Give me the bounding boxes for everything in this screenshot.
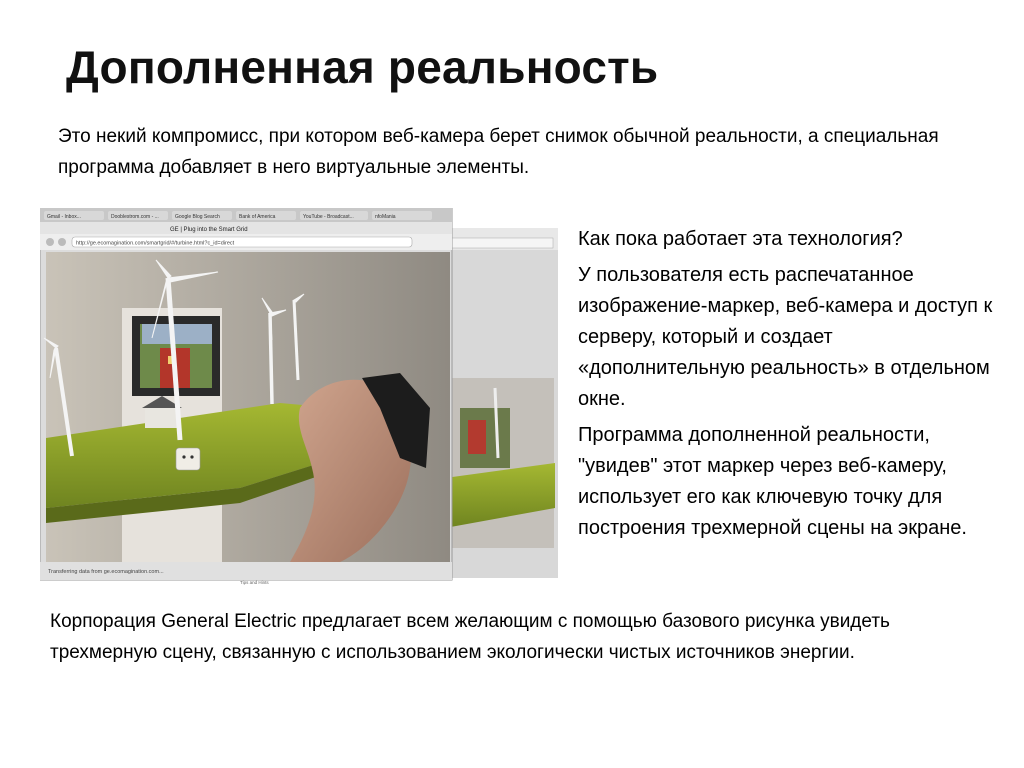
active-tab-label: GE | Plug into the Smart Grid — [170, 227, 248, 233]
url-text: http://ge.ecomagination.com/smartgrid/#/turbine.html?c_id=direct — [76, 240, 235, 247]
intro-text: Это некий компромисс, при котором веб-камера берет снимок обычной реальности, а специальная программа добавляет в него виртуальные элементы. — [58, 126, 939, 178]
ge-description: Корпорация General Electric предлагает всем желающим с помощью базового рисунка увидеть трехмерную сцену, связанную с использованием экологически чистых источников энергии. — [50, 611, 890, 663]
program-description: Программа дополненной реальности, "увидев" этот маркер через веб-камеру, использует его как ключевую точку для построения трехмерной сцены на экране. — [578, 424, 967, 539]
technology-question: Как пока работает эта технология? — [578, 228, 903, 250]
caption-text: Tips and Hints — [240, 580, 269, 585]
tab-label: YouTube - Broadcast... — [303, 214, 354, 220]
right-column — [578, 224, 998, 549]
tab-label: nfoMania — [375, 214, 396, 220]
tab-label: Dooblestrom.com - ... — [111, 214, 159, 220]
back-icon — [46, 238, 54, 246]
tab-label: Gmail - Inbox... — [47, 214, 81, 220]
status-text: Transferring data from ge.ecomagination.com... — [48, 569, 164, 575]
technology-description: У пользователя есть распечатанное изображение-маркер, веб-камера и доступ к серверу, который и создает «дополнительную реальность» в отдельном окне. — [578, 264, 993, 410]
slide-title: Дополненная реальность — [66, 41, 659, 93]
ar-demo-illustration — [40, 208, 560, 586]
tab-label: Google Blog Search — [175, 214, 220, 220]
forward-icon — [58, 238, 66, 246]
ar-demo-photo — [40, 208, 560, 586]
tab-label: Bank of America — [239, 214, 276, 220]
